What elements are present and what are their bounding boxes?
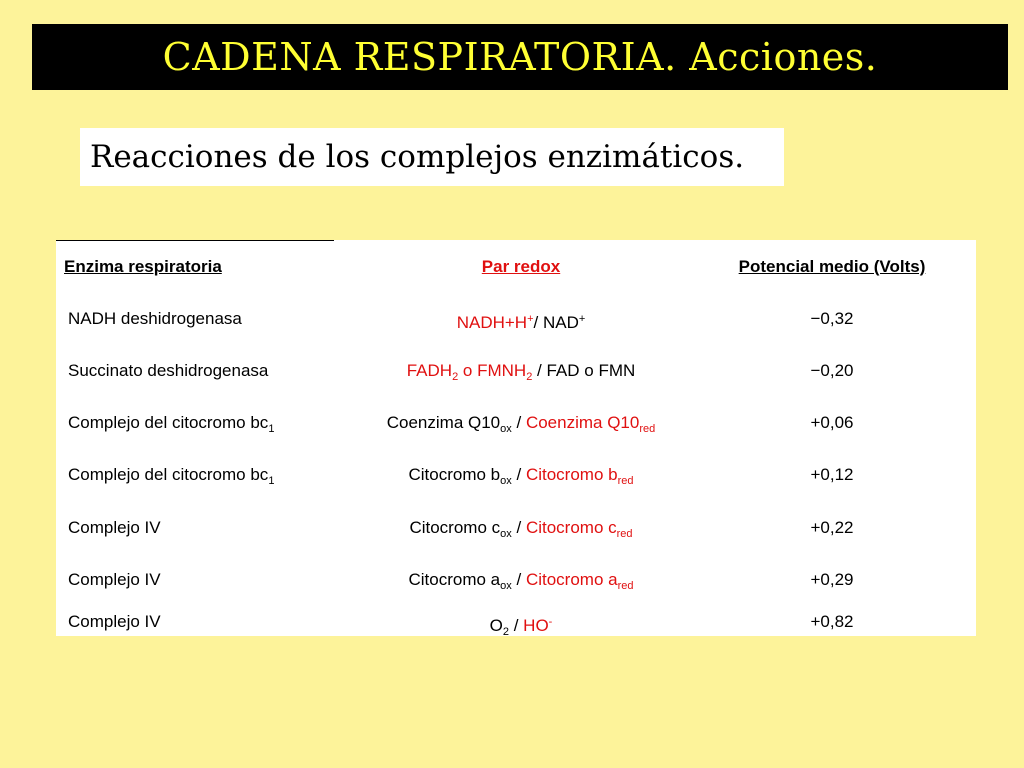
table-row — [56, 568, 976, 592]
title-bar — [32, 24, 1008, 90]
slide-title: CADENA RESPIRATORIA. Acciones. — [162, 35, 878, 79]
enzyme-cell: NADH deshidrogenasa — [68, 309, 242, 328]
potential-cell: −0,20 — [810, 361, 854, 380]
header-enzyme: Enzima respiratoria — [64, 257, 222, 276]
enzyme-cell: Complejo del citocromo $bc_1$ — [68, 465, 275, 487]
table-row — [56, 610, 976, 638]
potential-cell: +0,06 — [810, 413, 854, 432]
enzyme-cell: Complejo IV — [68, 570, 161, 589]
subtitle-box — [80, 128, 784, 186]
reduced-form: Citocromo $a_{red}$ — [525, 570, 634, 592]
redox-pair-cell: $FADH_2$ o $FMNH_2$ / FAD o FMN — [406, 361, 636, 383]
enzyme-cell: Complejo IV — [68, 518, 161, 537]
potential-cell: +0,12 — [810, 465, 854, 484]
table-row — [56, 463, 976, 487]
table-row — [56, 359, 976, 383]
table-row — [56, 411, 976, 435]
redox-table — [56, 240, 976, 636]
table-row — [56, 307, 976, 331]
redox-pair-cell: Citocromo $c_{ox}$ / Citocromo $c_{red}$ — [409, 518, 633, 540]
table-row — [56, 516, 976, 540]
redox-pair-cell: Coenzima $Q10_{ox}$ / Coenzima $Q10_{red}$ — [386, 413, 656, 435]
header-pair: Par redox — [481, 257, 561, 276]
reduced-form: Coenzima $Q10_{red}$ — [525, 413, 656, 435]
reduced-form: NADH+H+ — [456, 313, 534, 332]
table-header-row — [56, 255, 976, 279]
slide-subtitle: Reacciones de los complejos enzimáticos. — [90, 139, 745, 175]
redox-pair-cell: Citocromo $a_{ox}$ / Citocromo $a_{red}$ — [408, 570, 634, 592]
header-potential: Potencial medio (Volts) — [738, 257, 926, 276]
potential-cell: +0,82 — [810, 612, 854, 631]
reduced-form: Citocromo $c_{red}$ — [525, 518, 633, 540]
reduced-form: Citocromo $b_{red}$ — [525, 465, 634, 487]
enzyme-cell: Succinato deshidrogenasa — [68, 361, 269, 380]
potential-cell: +0,29 — [810, 570, 854, 589]
enzyme-cell: Complejo IV — [68, 612, 161, 631]
potential-cell: −0,32 — [810, 309, 854, 328]
redox-pair-cell: NADH+H+/ NAD+ — [456, 313, 586, 332]
redox-pair-cell: Citocromo $b_{ox}$ / Citocromo $b_{red}$ — [408, 465, 634, 487]
reduced-form: HO- — [523, 616, 553, 635]
potential-cell: +0,22 — [810, 518, 854, 537]
enzyme-cell: Complejo del citocromo $bc_1$ — [68, 413, 275, 435]
table-top-rule — [56, 240, 334, 241]
reduced-form: $FADH_2$ o $FMNH_2$ — [406, 361, 533, 383]
redox-pair-cell: $O_2 / HO^-$ — [489, 616, 553, 638]
